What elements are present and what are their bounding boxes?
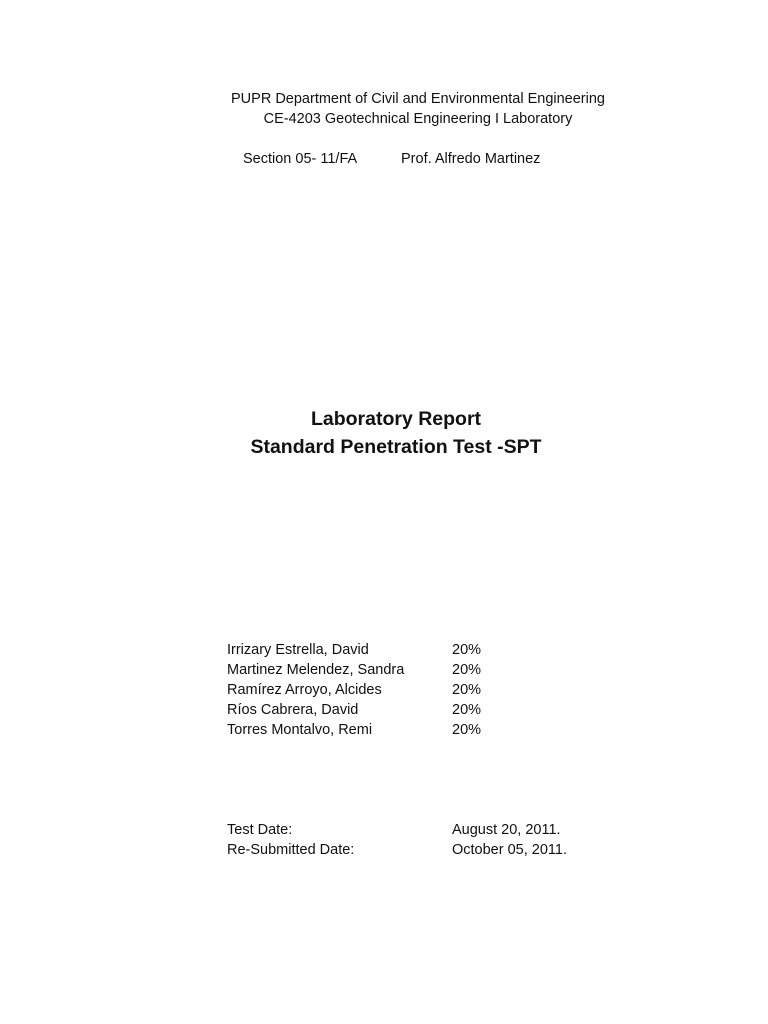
- member-name: Torres Montalvo, Remi: [227, 722, 373, 738]
- test-date-row: [227, 820, 627, 840]
- professor-name: Prof. Alfredo Martinez: [401, 151, 541, 167]
- section-label: Section 05- 11/FA: [243, 151, 358, 167]
- members-list: [227, 640, 547, 740]
- dates-block: [227, 820, 627, 860]
- member-row: [227, 700, 547, 720]
- member-share: 20%: [452, 642, 482, 658]
- member-row: [227, 720, 547, 740]
- member-name: Ríos Cabrera, David: [227, 702, 359, 718]
- member-row: [227, 640, 547, 660]
- department-name: PUPR Department of Civil and Environmental Engineering: [231, 91, 605, 107]
- resubmitted-date-label: Re-Submitted Date:: [227, 842, 355, 858]
- test-date-label: Test Date:: [227, 822, 293, 838]
- resubmitted-date-row: [227, 840, 627, 860]
- course-name: CE-4203 Geotechnical Engineering I Laboratory: [263, 111, 573, 127]
- member-share: 20%: [452, 722, 482, 738]
- member-share: 20%: [452, 682, 482, 698]
- member-row: [227, 660, 547, 680]
- member-name: Ramírez Arroyo, Alcides: [227, 682, 382, 698]
- member-name: Martinez Melendez, Sandra: [227, 662, 405, 678]
- member-row: [227, 680, 547, 700]
- member-name: Irrizary Estrella, David: [227, 642, 369, 658]
- resubmitted-date-value: October 05, 2011.: [452, 842, 568, 858]
- report-title: Laboratory Report: [310, 408, 482, 430]
- test-date-value: August 20, 2011.: [452, 822, 561, 838]
- report-subtitle: Standard Penetration Test -SPT: [250, 436, 542, 458]
- member-share: 20%: [452, 702, 482, 718]
- member-share: 20%: [452, 662, 482, 678]
